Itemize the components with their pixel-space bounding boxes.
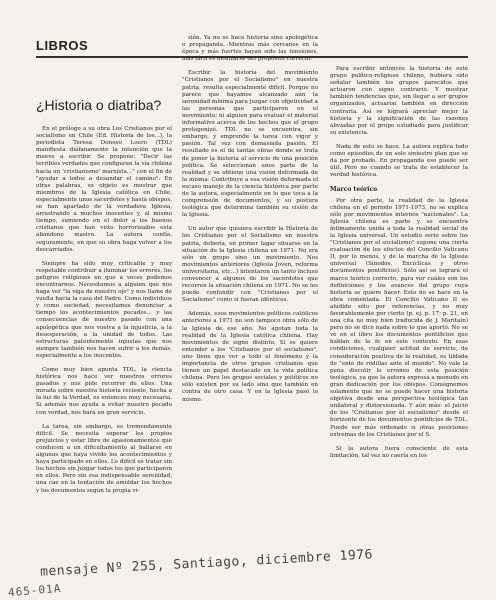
paragraph: Siempre ha sido muy criticable y muy respetable contribuir a iluminar los errores, los peligros religiosos en que a veces podemos encontrarnos. Necesitamos a alguien que nos haga ver "la viga de nuestro ojo" y nos llame de vuelta hacia la casa del Padre. Como individuos y como sociedad, necesitamos denunciar a tiempo los acontecimientos pecados... y las consecuencias de nuestro pasado con una apologética que nos vuelva a la injusticia, a la desesperación, a la unidad de todos. Las estructuras patentemente injustas que nos siempre también nos hacen sufrir a los demás, especialmente a los inocentes. <box>36 260 172 359</box>
paragraph: Un autor que quisiera escribir la Historia de los Cristianos por el Socialismo en nuestra patria, debería, en primer lugar situarse en la situación de la Iglesia chilena en 1971. No era sólo un grupo sino un movimiento. Nos movimientos anteriores (Iglesia Joven, reforma universitaria, etc...) intentaron un tanto incluso convencer a algunos de los sacerdotes que recorren la situación chilena en 1971. No se les puede confundir con "Cristianos por el Socialismo" como si fueran idénticos. <box>182 226 318 304</box>
paragraph: En el prólogo a su obra Los Cristianos por el socialismo en Chile (Ed. Historia de los...), la periodista Teresa Donoso Loero (TDL) manifiesta diáfanamente la intención que la mueve a escribir. Se propone: "Decir las terribles verdades que configuran la vía chilena hacia un 'cristianismo' marxista..." con el fin de "ayudar a todos a desandar el camino". En otras palabras, su objeto es mostrar que miembros de la Iglesia católica en Chile, especialmente unos sacerdotes y hasta obispos, se han apartado de la verdadera Iglesia, arrastrando a muchos inocentes y, al mismo tiempo, sumiendo en el dolor a los buenos cristianos que han visto horrorizados esta abandono masivo. La autora confía, seguramente, en que su obra haga volver a los descarriados. <box>36 126 172 253</box>
paragraph: Escribir la historia del movimiento "Cristianos por el Socialismo" en nuestra patria, resulta especialmente difícil. Porque no parece que hayamos alcanzado aún la serenidad mínima para juzgar con objetividad a las personas que participaron en el movimiento; ni alguien para evaluar el material informativo acerca de los hechos que el grupo protagonizó. TDL no se encuentra, sin embargo, y emprende la tarea con vigor y pasión. Tal vez con demasiada pasión. El resultado es el de tantas obras donde se trata de poner la historia al servicio de una posición política. Se seleccionan unos parte de la realidad y se obtiene una visión deformada de la misma. Contribuye a esa visión deformada el escaso manejo de la ciencia histórica por parte de la autora, especialmente en lo que toca a la comprensión de documentos, y su postura teológica que determina también su visión de la Iglesia. <box>182 70 318 219</box>
text-column-3 <box>330 66 468 467</box>
handwritten-annotation: mensaje Nº 255, Santiago, diciembre 1976 <box>39 547 374 580</box>
paragraph: Como muy bien apunta TDL, la ciencia histórica nos hace ver nuestros errores pasados y nos pide recorrer de ellos. Una mirada sobre nuestra historia reciente, hecha a la luz de la Verdad, es entonces muy necesaria. Si además nos ayuda a evitar nuestro pecado con verdad, nos hará un gran servicio. <box>36 367 172 416</box>
text-column-2 <box>182 35 318 411</box>
article-title: ¿Historia o diatriba? <box>36 97 162 113</box>
archive-stamp: 465-01A <box>7 581 62 600</box>
paragraph: Además, esos movimientos políticos católicos anteriores a 1971 no son tampoco obra sólo de la Iglesia de ese año. No agotan toda la realidad de la Iglesia católica chilena. Hay movimientos de signo distinto. Si se quiere entender a los "Cristianos por el socialismo", uno tiene que ver a todo el fenómeno y la importancia de otros grupos cristianos que tienen un papel destacado en la vida política chilena. Pero los grupos sociales y políticos no sólo existen por su lado sino que también en contra de otro casa. Y en la Iglesia pasó lo mismo. <box>182 311 318 403</box>
paragraph: sión. Ya no se hace historia sino apologética o propaganda. Mientras más cercanos en la época y más fuertes hayan sido las tensiones, más fácil es deslizarse del propósito correcto. <box>182 35 318 63</box>
paragraph: Por otra parte, la realidad de la Iglesia chilena en el periodo 1971-1973, no se explica sólo por movimientos internos "nacionales". La Iglesia chilena es parte y se encuentra íntimamente unida a toda la realidad social de la Iglesia universal. Un estudio serio sobre los "Cristianos por el socialismo" supone una cierta evaluación de los efectos del Concilio Vaticano II, por lo menos, y de la marcha de la Iglesia universal (Sínodos, Encíclicas y otros documentos pontificios). Sólo así se logrará el marco teórico correcto, para ver cuáles son los definiciones y los avances del grupo cuya historia se quiere hacer. Esto no se hace en la obra comentada. El Concilio Vaticano II es aludido sólo por referencias, y no muy favorablemente por cierto (p. ej. p. 17; p. 21, en una cita no muy bien traducida de J. Maritain) pero no se dice nada sobre lo que aportó. No se ve en el libro los documentos pontificios que hablan de la fe en este contexto. En esas condiciones, cualquier actitud de servicio, de consideración positiva de la realidad, es tildada de "ente de rodillas ante el mundo". No vale la pena discutir lo erróneo de esta posición teológica, ya que la autora expresa a menudo en gran dedicación por los obispos. Consignemos solamente que no se puede hacer una historia objetiva desde una perspectiva teológica tan unilateral y distorsionada. Y aún más: el juicio de los "Cristianos por el socialismo" desde el horizonte de los documentos pontificios de TDL. Puede ser más ordenado si otras posiciones extremas de los Cristianos por el S. <box>330 197 468 438</box>
paragraph: La tarea, sin embargo, es tremendamente difícil. Se necesita superar los propios prejuicios y estar libre de apasionamientos que conducen a un dificultamiento al hallarse en algunos que haya vivido los acontecimientos y haya participado en ellos. Lo difícil es tratar sin los hechos sin juzgar todos los que participaron en ellos. Pero sin esa indispensable serenidad, una cae en la tentación de amoldar los hechos y los documentos según la propia vi- <box>36 423 172 494</box>
paragraph: Nada de esto se hace. La autora explica todo como episodios de un solo siniestro plan que se da por probado. En propaganda eso puede ser útil. Pero no cuando se trata de establecer la verdad histórica. <box>330 143 468 179</box>
subheading: Marco teórico <box>330 186 378 194</box>
text-column-1 <box>36 126 172 502</box>
paragraph: Para escribir entonces la historia de este grupo político-religioso chileno, hubiera sido señalar también los grupos parecidos que actuaron con signo contrario. Y mostrar también tendencias que, sin llegar a ser grupos organizados, actuaron también en dirección contraria. Así se logrará apreciar mejor la historia y la significación de las razones aliviadas por el grupo estudiado para justificar su existencia. <box>330 66 468 136</box>
section-heading: LIBROS <box>36 38 89 53</box>
paragraph: Si la autora fuera consciente de esta limitación, tal vez no caería en los <box>330 445 468 459</box>
